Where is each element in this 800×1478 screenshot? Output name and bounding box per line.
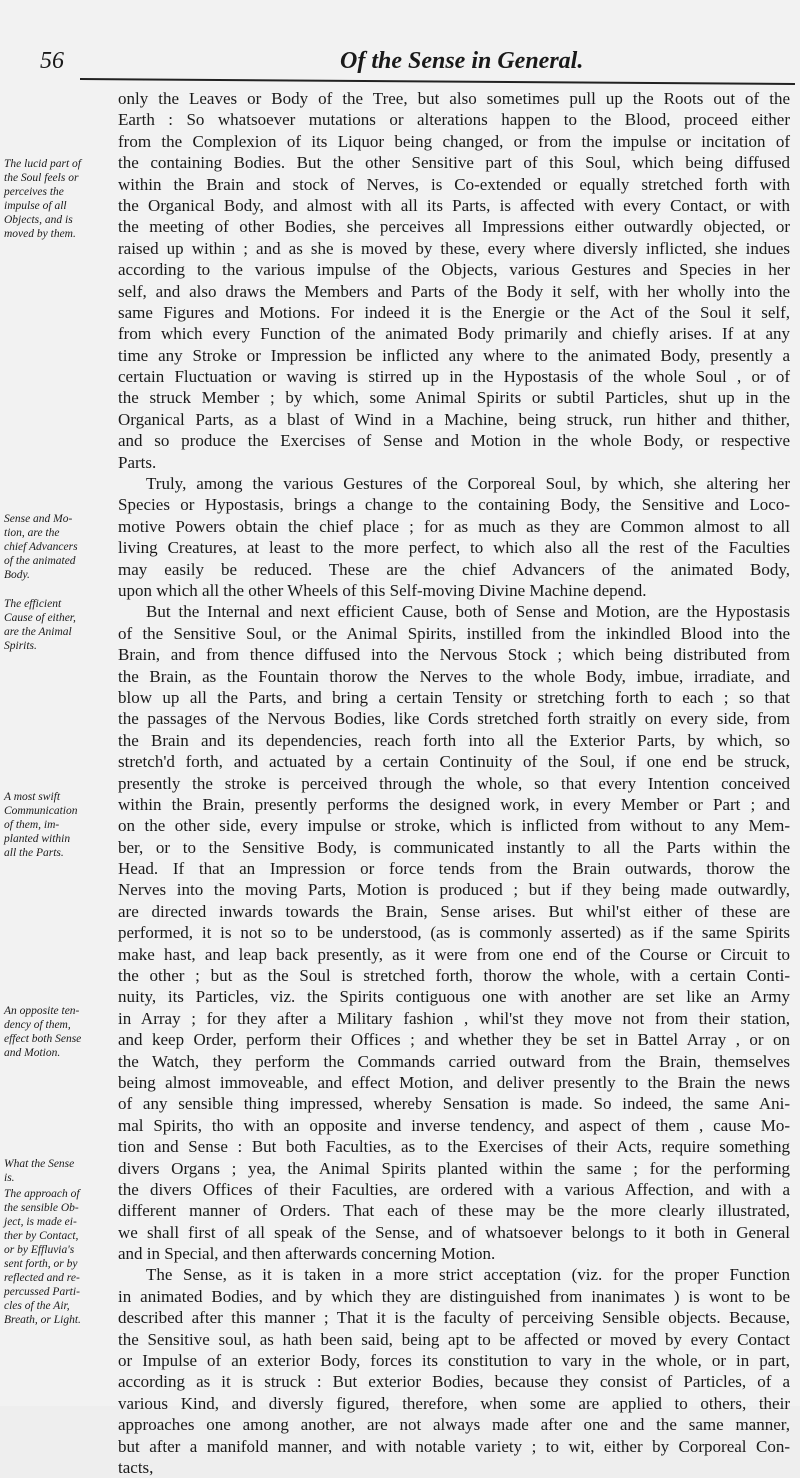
marginal-note-line: Cause of either, bbox=[4, 612, 76, 624]
text-line: the Sensitive soul, as hath been said, being apt to be affected or moved by every Contact bbox=[118, 1329, 790, 1349]
text-line: from which every Function of the animated Body primarily and chiefly arises. If at any bbox=[118, 324, 790, 344]
text-line: nuity, its Particles, viz. the Spirits contiguous one with another are set like an Army bbox=[118, 987, 790, 1007]
text-line: certain Fluctuation or waving is stirred up in the Hypostasis of the whole Soul , or of bbox=[118, 367, 790, 387]
running-title: Of the Sense in General. bbox=[340, 48, 584, 74]
text-line: motive Powers obtain the chief place ; for as much as they are Common almost to all bbox=[118, 516, 790, 536]
text-line: the meeting of other Bodies, she perceives all Impressions either outwardly objected, or bbox=[118, 217, 790, 237]
text-line: Nerves into the moving Parts, Motion is produced ; but if they being made outwardly, bbox=[118, 880, 790, 900]
marginal-note-line: are the Animal bbox=[4, 626, 72, 638]
text-line: make hast, and leap back presently, as it were from one end of the Course or Circuit to bbox=[118, 944, 790, 964]
marginal-note-line: planted within bbox=[4, 833, 71, 845]
marginal-note-line: Body. bbox=[4, 569, 30, 581]
marginal-note-line: A most swift bbox=[4, 791, 61, 803]
marginal-note-line: The approach of bbox=[4, 1188, 80, 1200]
text-line: within the Brain and stock of Nerves, is Co-extended or equally stretched forth with bbox=[118, 174, 790, 194]
marginal-note-line: chief Advancers bbox=[4, 541, 78, 553]
text-line: according to the various impulse of the Objects, various Gestures and Species in her bbox=[118, 260, 790, 280]
marginal-note-line: of them, im- bbox=[4, 819, 60, 831]
marginal-note bbox=[4, 1157, 116, 1185]
marginal-note-line: moved by them. bbox=[4, 228, 76, 240]
text-line: of any sensible thing impressed, whereby Sensation is made. So indeed, the same Ani- bbox=[118, 1094, 790, 1114]
text-line: performed, it is not so to be understood, (as is commonly asserted) as if the same Spirits bbox=[118, 923, 790, 943]
text-line: mal Spirits, tho with an opposite and inverse tendency, and aspect of them , cause Mo- bbox=[118, 1115, 790, 1135]
marginal-note-line: dency of them, bbox=[4, 1019, 71, 1031]
marginal-note-line: The efficient bbox=[4, 598, 62, 610]
text-line: the struck Member ; by which, some Animal Spirits or subtil Particles, shut up in the bbox=[118, 388, 790, 408]
text-line: in Array ; for they after a Military fashion , whil'st they move not from their station, bbox=[118, 1008, 790, 1028]
text-line: within the Brain, presently performs the designed work, in every Member or Part ; and bbox=[118, 794, 790, 814]
text-line: the other ; but as the Soul is stretched forth, thorow the whole, with a certain Conti- bbox=[118, 966, 790, 986]
text-line: from the Complexion of its Liquor being changed, or from the impulse or incitation of bbox=[118, 131, 790, 151]
marginal-note-line: Spirits. bbox=[4, 640, 37, 652]
text-line: ber, or to the Sensitive Body, is communicated instantly to all the Parts within the bbox=[118, 837, 790, 857]
text-line: Head. If that an Impression or force tends from the Brain outwards, thorow the bbox=[118, 859, 790, 879]
text-line: various Kind, and diversly figured, therefore, when some are applied to others, their bbox=[118, 1393, 790, 1413]
header-rule bbox=[80, 78, 795, 85]
marginal-note-line: tion, are the bbox=[4, 527, 60, 539]
text-line: tion and Sense : But both Faculties, as to the Exercises of their Acts, require something bbox=[118, 1137, 790, 1157]
text-line: but after a manifold manner, and with notable variety ; to wit, either by Corporeal Con- bbox=[118, 1436, 790, 1456]
text-line: Parts. bbox=[118, 452, 157, 472]
marginal-note bbox=[4, 1004, 116, 1060]
text-line: presently the stroke is perceived through the whole, so that every Intention conceived bbox=[118, 773, 790, 793]
marginal-note-line: ject, is made ei- bbox=[4, 1216, 77, 1228]
text-line: or Impulse of an exterior Body, forces its constitution to vary in the whole, or in part, bbox=[118, 1351, 790, 1371]
text-line: the divers Offices of their Faculties, are ordered with a various Affection, and with a bbox=[118, 1179, 790, 1199]
text-line: and keep Order, perform their Offices ; and whether they be set in Battel Array , or on bbox=[118, 1030, 790, 1050]
text-line: blow up all the Parts, and bring a certain Tensity or stretching forth to each ; so that bbox=[118, 687, 790, 707]
text-line: and so produce the Exercises of Sense and Motion in the whole Body, or respective bbox=[118, 431, 790, 451]
marginal-note-line: perceives the bbox=[4, 186, 64, 198]
page-number: 56 bbox=[40, 48, 64, 74]
text-line: we shall first of all speak of the Sense, and of whatsoever belongs to it both in General bbox=[118, 1222, 790, 1242]
text-line: Earth : So whatsoever mutations or alterations happen to the Blood, proceed either bbox=[118, 110, 790, 130]
text-line: only the Leaves or Body of the Tree, but also sometimes pull up the Roots out of the bbox=[118, 89, 790, 108]
text-line: the passages of the Nervous Bodies, like Cords stretched forth straitly on every side, from bbox=[118, 709, 790, 729]
text-line: may easily be reduced. These are the chief Advancers of the animated Body, bbox=[118, 559, 790, 579]
text-line: the Brain, as the Fountain thorow the Nerves to the whole Body, imbue, irradiate, and bbox=[118, 666, 790, 686]
text-line: in animated Bodies, and by which they are distinguished from inanimates ) is wont to be bbox=[118, 1286, 790, 1306]
text-line: the containing Bodies. But the other Sensitive part of this Soul, which being diffused bbox=[118, 153, 790, 173]
page-header bbox=[0, 0, 800, 80]
marginal-note-line: impulse of all bbox=[4, 200, 67, 212]
text-line: according as it is struck : But exterior Bodies, because they consist of Particles, of a bbox=[118, 1372, 790, 1392]
text-line: the Brain and its dependencies, reach forth into all the Exterior Parts, by which, so bbox=[118, 730, 790, 750]
marginal-note-line: What the Sense bbox=[4, 1158, 75, 1170]
marginal-note-line: Communication bbox=[4, 805, 78, 817]
text-line: Species or Hypostasis, brings a change to the containing Body, the Sensitive and Loco- bbox=[118, 495, 790, 515]
marginal-note-line: all the Parts. bbox=[4, 847, 64, 859]
text-line: the Organical Body, and almost with all its Parts, is affected with every Contact, or with bbox=[118, 195, 790, 215]
marginal-note bbox=[4, 790, 116, 860]
text-line: stretch'd forth, and actuated by a certain Continuity of the Soul, if one end be struck, bbox=[118, 752, 790, 772]
marginal-note-line: the sensible Ob- bbox=[4, 1202, 79, 1214]
marginal-note-line: is. bbox=[4, 1172, 15, 1184]
text-line: raised up within ; and as she is moved by these, every where diversly inflicted, she indues bbox=[118, 238, 790, 258]
marginal-note-line: effect both Sense bbox=[4, 1033, 82, 1045]
text-line: same Figures and Motions. For indeed it is the Energie or the Act of the Soul it self, bbox=[118, 302, 790, 322]
marginal-note-line: sent forth, or by bbox=[4, 1258, 78, 1270]
paragraph bbox=[118, 1264, 790, 1478]
text-line: approaches one among another, are not always made after one and the same manner, bbox=[118, 1415, 790, 1435]
text-line: the Watch, they perform the Commands carried outward from the Brain, themselves bbox=[118, 1051, 790, 1071]
text-line: tacts, bbox=[118, 1458, 154, 1477]
marginal-note bbox=[4, 1187, 116, 1327]
text-line: described after this manner ; That it is the faculty of perceiving Sensible objects. Because, bbox=[118, 1308, 790, 1328]
paragraph bbox=[118, 88, 790, 473]
text-line: and in Special, and then afterwards concerning Motion. bbox=[118, 1244, 496, 1264]
text-line: self, and also draws the Members and Parts of the Body it self, with her wholly into the bbox=[118, 281, 790, 301]
text-line: But the Internal and next efficient Cause, both of Sense and Motion, are the Hypostasis bbox=[146, 602, 790, 622]
text-line: being almost immoveable, and effect Motion, and deliver presently to the Brain the news bbox=[118, 1072, 790, 1092]
marginal-note-line: Sense and Mo- bbox=[4, 513, 73, 525]
marginal-note-line: cles of the Air, bbox=[4, 1300, 70, 1312]
main-text bbox=[118, 88, 790, 1478]
marginal-note-line: ther by Contact, bbox=[4, 1230, 79, 1242]
marginal-note-line: Objects, and is bbox=[4, 214, 73, 226]
text-line: Organical Parts, as a blast of Wind in a Machine, being struck, run hither and thither, bbox=[118, 409, 790, 429]
text-line: time any Stroke or Impression be inflicted any where to the animated Body, presently a bbox=[118, 345, 790, 365]
paragraph bbox=[118, 601, 790, 1264]
marginal-note bbox=[4, 157, 116, 241]
paragraph bbox=[118, 473, 790, 601]
marginal-note-line: An opposite ten- bbox=[4, 1005, 80, 1017]
marginal-note-line: reflected and re- bbox=[4, 1272, 80, 1284]
text-line: are directed inwards towards the Brain, Sense arises. But whil'st either of these are bbox=[118, 901, 790, 921]
text-line: living Creatures, at least to the more perfect, to which also all the rest of the Faculties bbox=[118, 538, 790, 558]
text-line: Brain, and from thence diffused into the Nervous Stock ; which being distributed from bbox=[118, 645, 790, 665]
text-line: different manner of Orders. That each of these may be the more clearly illustrated, bbox=[118, 1201, 790, 1221]
text-line: on the other side, every impulse or stroke, which is inflicted from without to any Mem- bbox=[118, 816, 790, 836]
marginal-note-line: Breath, or Light. bbox=[4, 1314, 81, 1326]
marginal-note bbox=[4, 597, 116, 653]
marginal-note-line: The lucid part of bbox=[4, 158, 81, 170]
marginal-note-line: and Motion. bbox=[4, 1047, 61, 1059]
text-line: divers Organs ; yea, the Animal Spirits planted within the same ; for the performing bbox=[118, 1158, 790, 1178]
marginal-note-line: the Soul feels or bbox=[4, 172, 79, 184]
marginal-note-line: or by Effluvia's bbox=[4, 1244, 75, 1256]
marginal-note bbox=[4, 512, 116, 582]
text-line: upon which all the other Wheels of this Self-moving Divine Machine depend. bbox=[118, 580, 647, 600]
text-line: of the Sensitive Soul, or the Animal Spirits, instilled from the inkindled Blood into the bbox=[118, 623, 790, 643]
marginal-note-line: percussed Parti- bbox=[4, 1286, 80, 1298]
text-line: The Sense, as it is taken in a more strict acceptation (viz. for the proper Function bbox=[146, 1265, 790, 1285]
text-line: Truly, among the various Gestures of the Corporeal Soul, by which, she altering her bbox=[146, 474, 790, 494]
marginal-note-line: of the animated bbox=[4, 555, 76, 567]
